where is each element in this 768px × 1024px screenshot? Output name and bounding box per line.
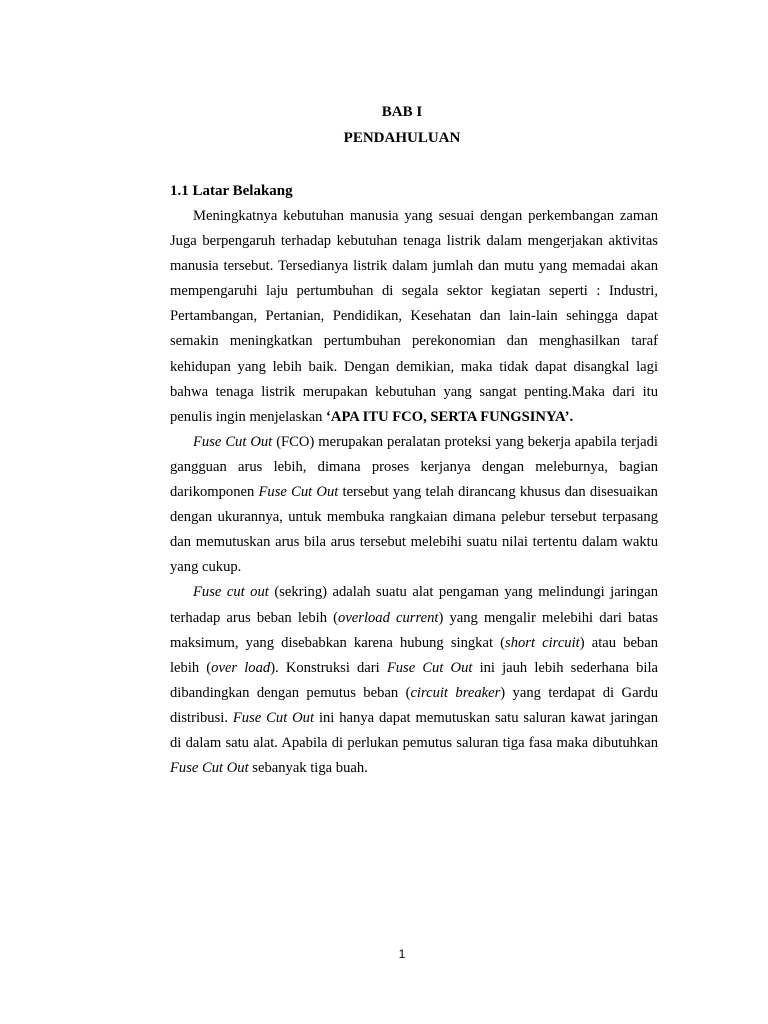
italic-term: circuit breaker <box>410 684 501 701</box>
text-run: ) yang terdapat di Gardu distribusi. <box>170 684 659 726</box>
text-run: ) atau beban lebih ( <box>170 634 658 676</box>
italic-term: Fuse Cut Out <box>193 433 273 450</box>
italic-term: Fuse Cut Out <box>386 659 473 676</box>
text-run: tersebut yang telah dirancang khusus dan disesuaikan dengan ukurannya, untuk membuka rangkaian dimana pelebur tersebut terpasang dan memutuskan arus bila arus tersebut melebihi suatu nilai tertentu dalam waktu yang cukup. <box>170 484 658 576</box>
chapter-number: BAB I <box>381 104 423 120</box>
text-run: ini hanya dapat memutuskan satu saluran kawat jaringan di dalam satu alat. Apabila di perlukan pemutus saluran tiga fasa maka dibutuhkan <box>170 709 659 751</box>
section-heading: 1.1 Latar Belakang <box>170 183 293 199</box>
bold-phrase: ‘APA ITU FCO, SERTA FUNGSINYA’. <box>326 408 574 425</box>
paragraph-fuse-cut-out-definition <box>170 430 658 581</box>
text-run: ) yang mengalir melebihi dari batas maksimum, yang disebabkan karena hubung singkat ( <box>170 609 659 651</box>
text-run: Meningkatnya kebutuhan manusia yang sesuai dengan perkembangan zaman Juga berpengaruh terhadap kebutuhan tenaga listrik dalam mengerjakan aktivitas manusia tersebut. Tersedianya listrik dalam jumlah dan mutu yang memadai akan mempengaruhi laju pertumbuhan di segala sektor kegiatan seperti : Industri, Pertambangan, Pertanian, Pendidikan, Kesehatan dan lain-lain sehingga dapat semakin meningkatkan pertumbuhan perekonomian dan menghasilkan taraf kehidupan yang lebih baik. Dengan demikian, maka tidak dapat disangkal lagi bahwa tenaga listrik merupakan kebutuhan yang sangat penting.Maka dari itu penulis ingin menjelaskan <box>170 208 658 425</box>
page-number: 1 <box>398 947 406 961</box>
italic-term: Fuse Cut Out <box>170 760 249 777</box>
text-run: sebanyak tiga buah. <box>248 760 368 777</box>
italic-term: Fuse cut out <box>193 584 269 601</box>
italic-term: over load <box>211 659 271 676</box>
italic-term: short circuit <box>505 634 580 651</box>
italic-term: Fuse Cut Out <box>258 484 339 501</box>
italic-term: overload current <box>338 609 439 626</box>
text-run: (sekring) adalah suatu alat pengaman yang melindungi jaringan terhadap arus beban lebih ( <box>170 584 658 626</box>
paragraph-fuse-cut-out-function <box>170 580 658 781</box>
paragraph-latar-belakang <box>170 204 658 430</box>
text-run: (FCO) merupakan peralatan proteksi yang bekerja apabila terjadi gangguan arus lebih, dimana proses kerjanya dengan meleburnya, bagian darikomponen <box>170 433 658 501</box>
text-run: ini jauh lebih sederhana bila dibandingkan dengan pemutus beban ( <box>170 659 658 701</box>
body-text <box>170 204 658 781</box>
chapter-title: PENDAHULUAN <box>343 130 461 146</box>
text-run: ). Konstruksi dari <box>270 659 387 676</box>
italic-term: Fuse Cut Out <box>232 709 315 726</box>
